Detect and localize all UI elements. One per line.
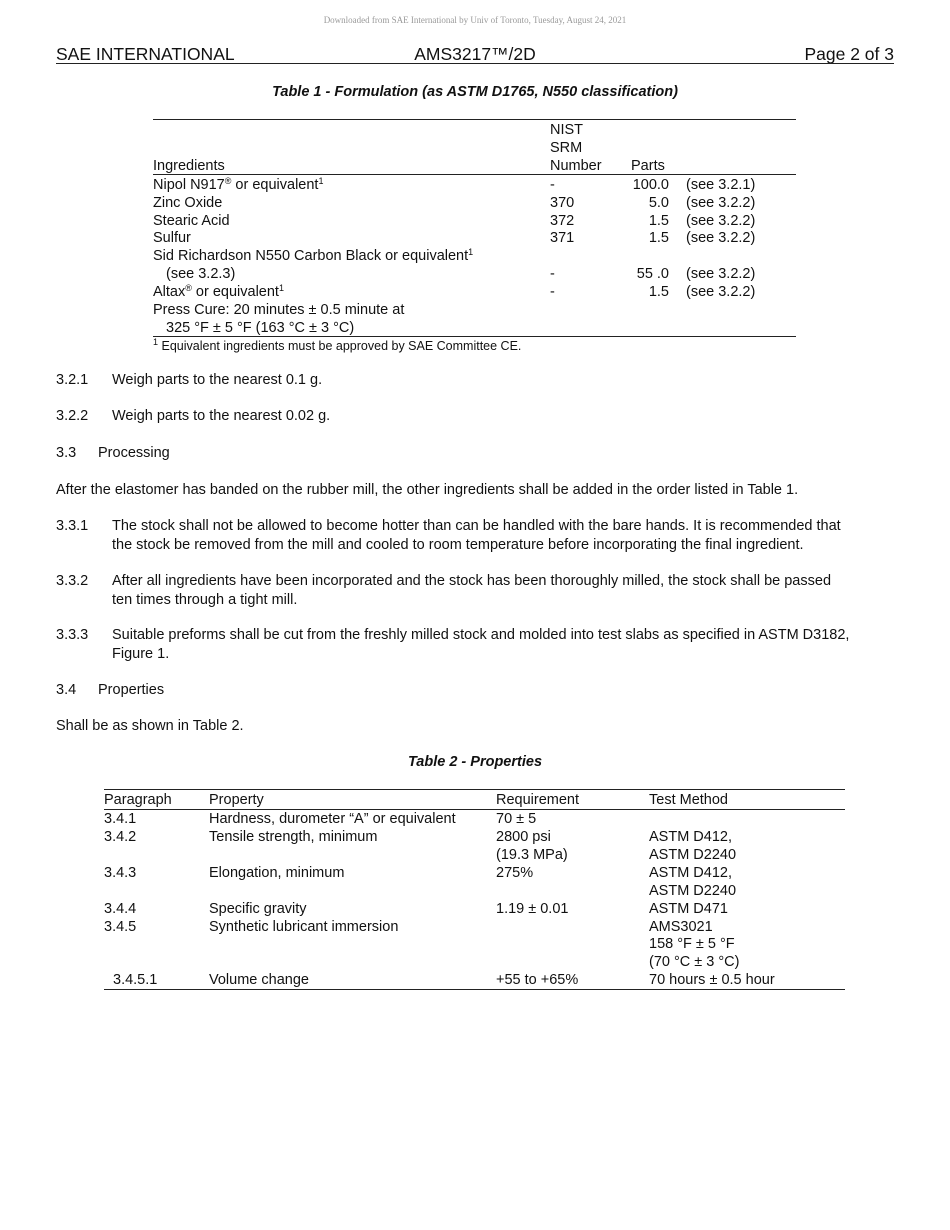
table1-nist: 370 (550, 195, 575, 211)
table2-property: Elongation, minimum (209, 865, 345, 881)
body-paragraph: After the elastomer has banded on the rubber mill, the other ingredients shall be added in the order listed in Table 1. (56, 482, 799, 498)
table1-ref: (see 3.2.1) (686, 177, 756, 193)
section-number: 3.4 (56, 682, 77, 698)
table1-ingredient: Sulfur (153, 230, 191, 246)
table2-requirement: 2800 psi (496, 829, 551, 845)
section-text: After all ingredients have been incorporated and the stock has been thoroughly milled, the stock shall be passed ten times through a tight mill. (112, 573, 832, 608)
table1-nist: - (550, 177, 555, 193)
table1-nist: 372 (550, 213, 575, 229)
section-number: 3.3.3 (56, 627, 89, 643)
table2-paragraph: 3.4.1 (104, 811, 137, 827)
table2-requirement: 275% (496, 865, 534, 881)
table-row: Nipol N917® or equivalent$^1$ (153, 176, 324, 193)
section-number: 3.3 (56, 445, 77, 461)
download-note: Downloaded from SAE International by Univ of Toronto, Tuesday, August 24, 2021 (323, 15, 627, 25)
table1-header-parts: Parts (631, 158, 665, 174)
body-paragraph: Shall be as shown in Table 2. (56, 718, 244, 734)
section-text: Suitable preforms shall be cut from the freshly milled stock and molded into test slabs as specified in ASTM D3182, Figure 1. (112, 627, 850, 662)
header-page: Page 2 of 3 (804, 44, 894, 64)
section-number: 3.2.1 (56, 372, 89, 388)
table1-parts: 55 .0 (636, 266, 669, 282)
section-text: Weigh parts to the nearest 0.1 g. (112, 372, 323, 388)
table1-header-nist-1: NIST (550, 122, 584, 138)
table2-requirement: +55 to +65% (496, 972, 579, 988)
header-org: SAE INTERNATIONAL (56, 44, 235, 64)
table2-header-property: Property (209, 792, 264, 808)
table2-method-line2: ASTM D2240 (649, 847, 737, 863)
table2-property: Synthetic lubricant immersion (209, 919, 399, 935)
section-heading: Properties (98, 682, 165, 698)
table1-top-rule (153, 119, 796, 120)
table2-paragraph: 3.4.4 (104, 901, 137, 917)
table1-parts: 1.5 (648, 230, 669, 246)
table2-top-rule (104, 789, 845, 790)
table2-property: Tensile strength, minimum (209, 829, 378, 845)
table2-paragraph: 3.4.3 (104, 865, 137, 881)
table1-ingredient: Press Cure: 20 minutes ± 0.5 minute at (153, 302, 405, 318)
table2-paragraph: 3.4.5 (104, 919, 137, 935)
section-text: The stock shall not be allowed to become hotter than can be handled with the bare hands. It is recommended that the stock be removed from the mill and cooled to room temperature before incorporating the final ingredient. (112, 518, 841, 553)
table2-header-requirement: Requirement (496, 792, 580, 808)
table2-header-paragraph: Paragraph (104, 792, 172, 808)
table-row: Altax® or equivalent$^1$ (153, 283, 284, 300)
table1-caption: Table 1 - Formulation (as ASTM D1765, N550 classification) (272, 84, 678, 100)
header-rule (56, 63, 894, 64)
table1-header-ingredients: Ingredients (153, 158, 225, 174)
header-doc-id: AMS3217™/2D (414, 44, 536, 64)
table2-method: ASTM D471 (649, 901, 728, 917)
section-number: 3.2.2 (56, 408, 89, 424)
table1-ingredient: Stearic Acid (153, 213, 230, 229)
table2-property: Hardness, durometer “A” or equivalent (209, 811, 456, 827)
table2-method-line3: (70 °C ± 3 °C) (649, 954, 740, 970)
table2-caption: Table 2 - Properties (407, 754, 543, 770)
table2-paragraph: 3.4.5.1 (113, 972, 158, 988)
table1-ingredient-line2: (see 3.2.3) (166, 266, 236, 282)
table1-ingredient-line2: 325 °F ± 5 °F (163 °C ± 3 °C) (166, 320, 355, 336)
table1-ingredient: Zinc Oxide (153, 195, 223, 211)
table2-paragraph: 3.4.2 (104, 829, 137, 845)
table2-method-line2: 158 °F ± 5 °F (649, 936, 735, 952)
section-text: Weigh parts to the nearest 0.02 g. (112, 408, 331, 424)
table1-parts: 5.0 (648, 195, 669, 211)
table1-nist: - (550, 266, 555, 282)
table1-parts: 1.5 (648, 284, 669, 300)
table2-property: Volume change (209, 972, 309, 988)
section-heading: Processing (98, 445, 170, 461)
section-number: 3.3.2 (56, 573, 89, 589)
table1-ref: (see 3.2.2) (686, 213, 756, 229)
section-number: 3.3.1 (56, 518, 89, 534)
table1-nist: 371 (550, 230, 575, 246)
table1-parts: 100.0 (632, 177, 669, 193)
table2-requirement-line2: (19.3 MPa) (496, 847, 568, 863)
table2-requirement: 70 ± 5 (496, 811, 537, 827)
table1-ref: (see 3.2.2) (686, 284, 756, 300)
table1-nist: - (550, 284, 555, 300)
table1-header-nist-2: SRM (550, 140, 583, 156)
table1-header-nist-3: Number (550, 158, 602, 174)
table2-property: Specific gravity (209, 901, 307, 917)
table1-header-rule (153, 174, 796, 175)
table1-ref: (see 3.2.2) (686, 195, 756, 211)
table2-method: 70 hours ± 0.5 hour (649, 972, 775, 988)
table2-header-test-method: Test Method (649, 792, 728, 808)
table1-footnote: $^1$ Equivalent ingredients must be approved by SAE Committee CE. (153, 337, 522, 353)
table-row: Sid Richardson N550 Carbon Black or equivalent$^1$ (153, 247, 474, 264)
table1-parts: 1.5 (648, 213, 669, 229)
table2-requirement: 1.19 ± 0.01 (496, 901, 569, 917)
table2-method: ASTM D412, (649, 865, 732, 881)
table2-method: ASTM D412, (649, 829, 732, 845)
table1-ref: (see 3.2.2) (686, 230, 756, 246)
table2-method: AMS3021 (649, 919, 713, 935)
table2-bottom-rule (104, 989, 845, 990)
table2-method-line2: ASTM D2240 (649, 883, 737, 899)
table1-ref: (see 3.2.2) (686, 266, 756, 282)
